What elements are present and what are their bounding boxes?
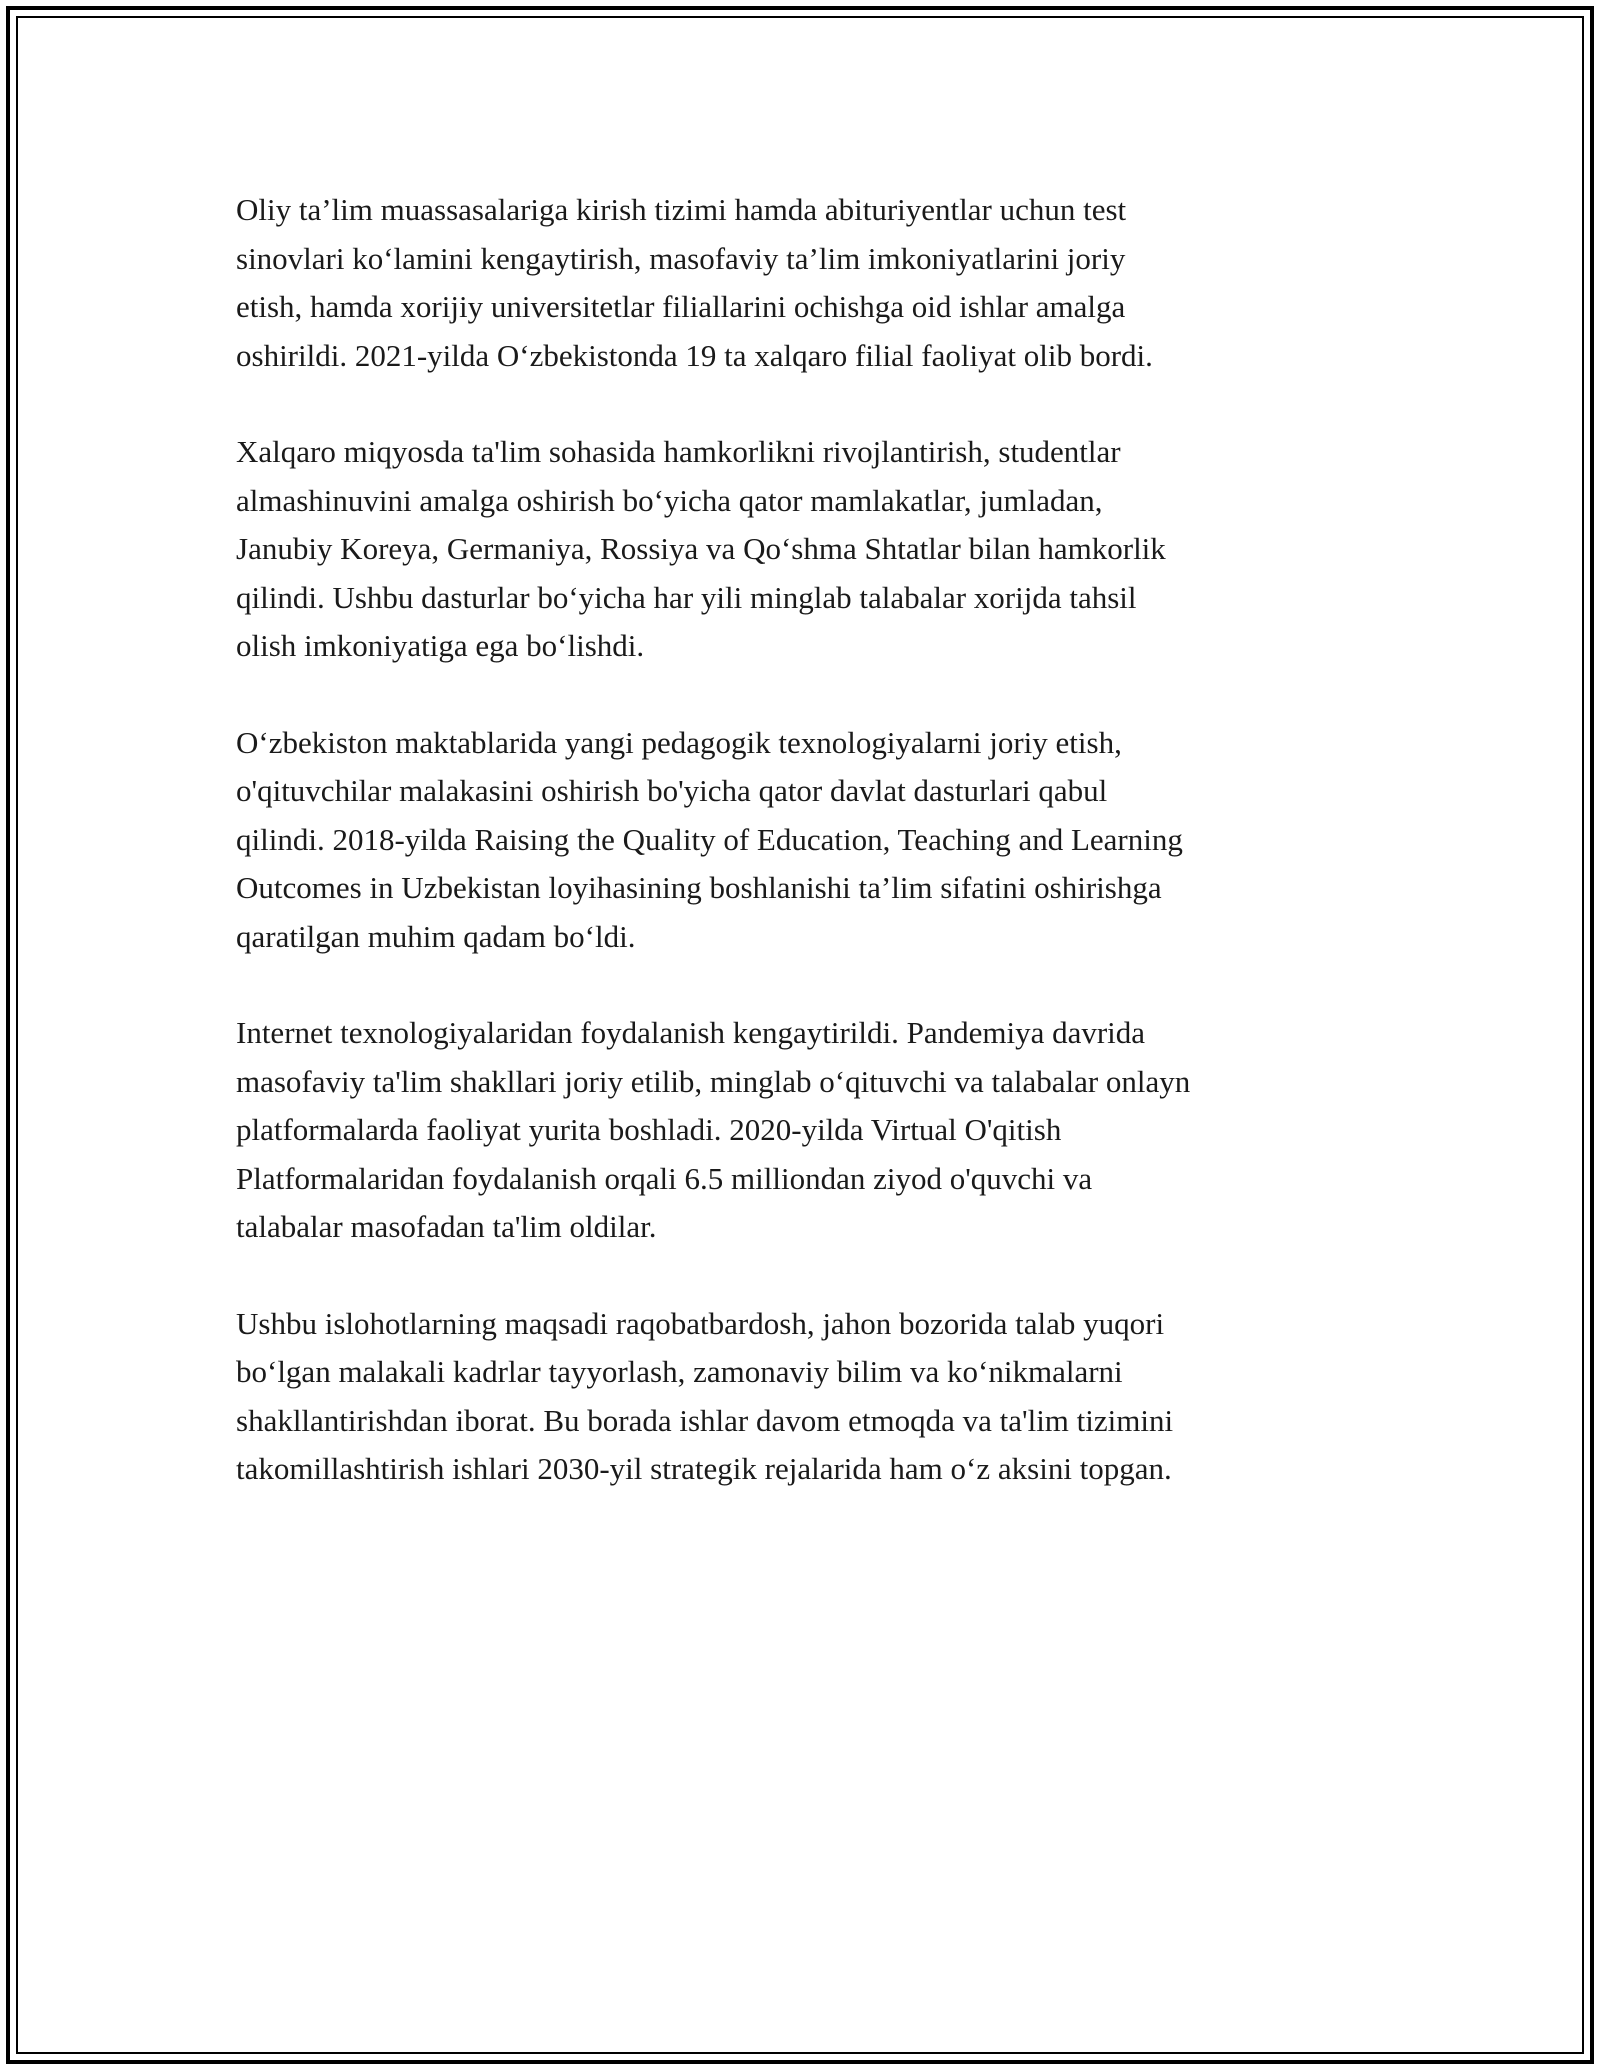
text-line: Internet texnologiyalaridan foydalanish kengaytirildi. Pandemiya davrida [236,1015,1146,1050]
text-line: Outcomes in Uzbekistan loyihasining boshlanishi ta’lim sifatini oshirishga [236,870,1162,905]
text-line: oshirildi. 2021-yilda O‘zbekistonda 19 ta xalqaro filial faoliyat olib bordi. [236,337,1153,373]
text-line: almashinuvini amalga oshirish bo‘yicha qator mamlakatlar, jumladan, [236,482,1103,518]
text-line: olish imkoniyatiga ega bo‘lishdi. [236,628,645,663]
paragraph-4 [236,1009,1386,1252]
paragraph-2 [236,428,1386,671]
text-line: Oliy ta’lim muassasalariga kirish tizimi hamda abituriyentlar uchun test [236,192,1127,227]
text-line: qilindi. Ushbu dasturlar bo‘yicha har yili minglab talabalar xorijda tahsil [236,579,1137,615]
text-line: O‘zbekiston maktablarida yangi pedagogik texnologiyalarni joriy etish, [236,724,1122,760]
document-body [236,186,1386,1542]
text-line: Platformalaridan foydalanish orqali 6.5 milliondan ziyod o'quvchi va [236,1160,1093,1196]
text-line: talabalar masofadan ta'lim oldilar. [236,1209,657,1244]
text-line: bo‘lgan malakali kadrlar tayyorlash, zamonaviy bilim va ko‘nikmalarni [236,1354,1123,1389]
text-line: etish, hamda xorijiy universitetlar filiallarini ochishga oid ishlar amalga [236,289,1126,324]
text-line: Xalqaro miqyosda ta'lim sohasida hamkorlikni rivojlantirish, studentlar [236,434,1121,469]
text-line: Ushbu islohotlarning maqsadi raqobatbardosh, jahon bozorida talab yuqori [236,1305,1165,1341]
text-line: sinovlari ko‘lamini kengaytirish, masofaviy ta’lim imkoniyatlarini joriy [236,240,1126,276]
text-line: Janubiy Koreya, Germaniya, Rossiya va Qo‘shma Shtatlar bilan hamkorlik [236,531,1166,566]
text-line: shakllantirishdan iborat. Bu borada ishlar davom etmoqda va ta'lim tizimini [236,1402,1174,1438]
text-line: qilindi. 2018-yilda Raising the Quality of Education, Teaching and Learning [236,821,1183,857]
paragraph-1 [236,186,1386,380]
paragraph-5 [236,1300,1386,1494]
text-line: masofaviy ta'lim shakllari joriy etilib, minglab o‘qituvchi va talabalar onlayn [236,1063,1191,1099]
text-line: qaratilgan muhim qadam bo‘ldi. [236,918,636,954]
text-line: platformalarda faoliyat yurita boshladi. 2020-yilda Virtual O'qitish [236,1112,1062,1147]
text-line: takomillashtirish ishlari 2030-yil strategik rejalarida ham o‘z aksini topgan. [236,1451,1172,1486]
text-line: o'qituvchilar malakasini oshirish bo'yicha qator davlat dasturlari qabul [236,773,1108,808]
paragraph-3 [236,719,1386,962]
